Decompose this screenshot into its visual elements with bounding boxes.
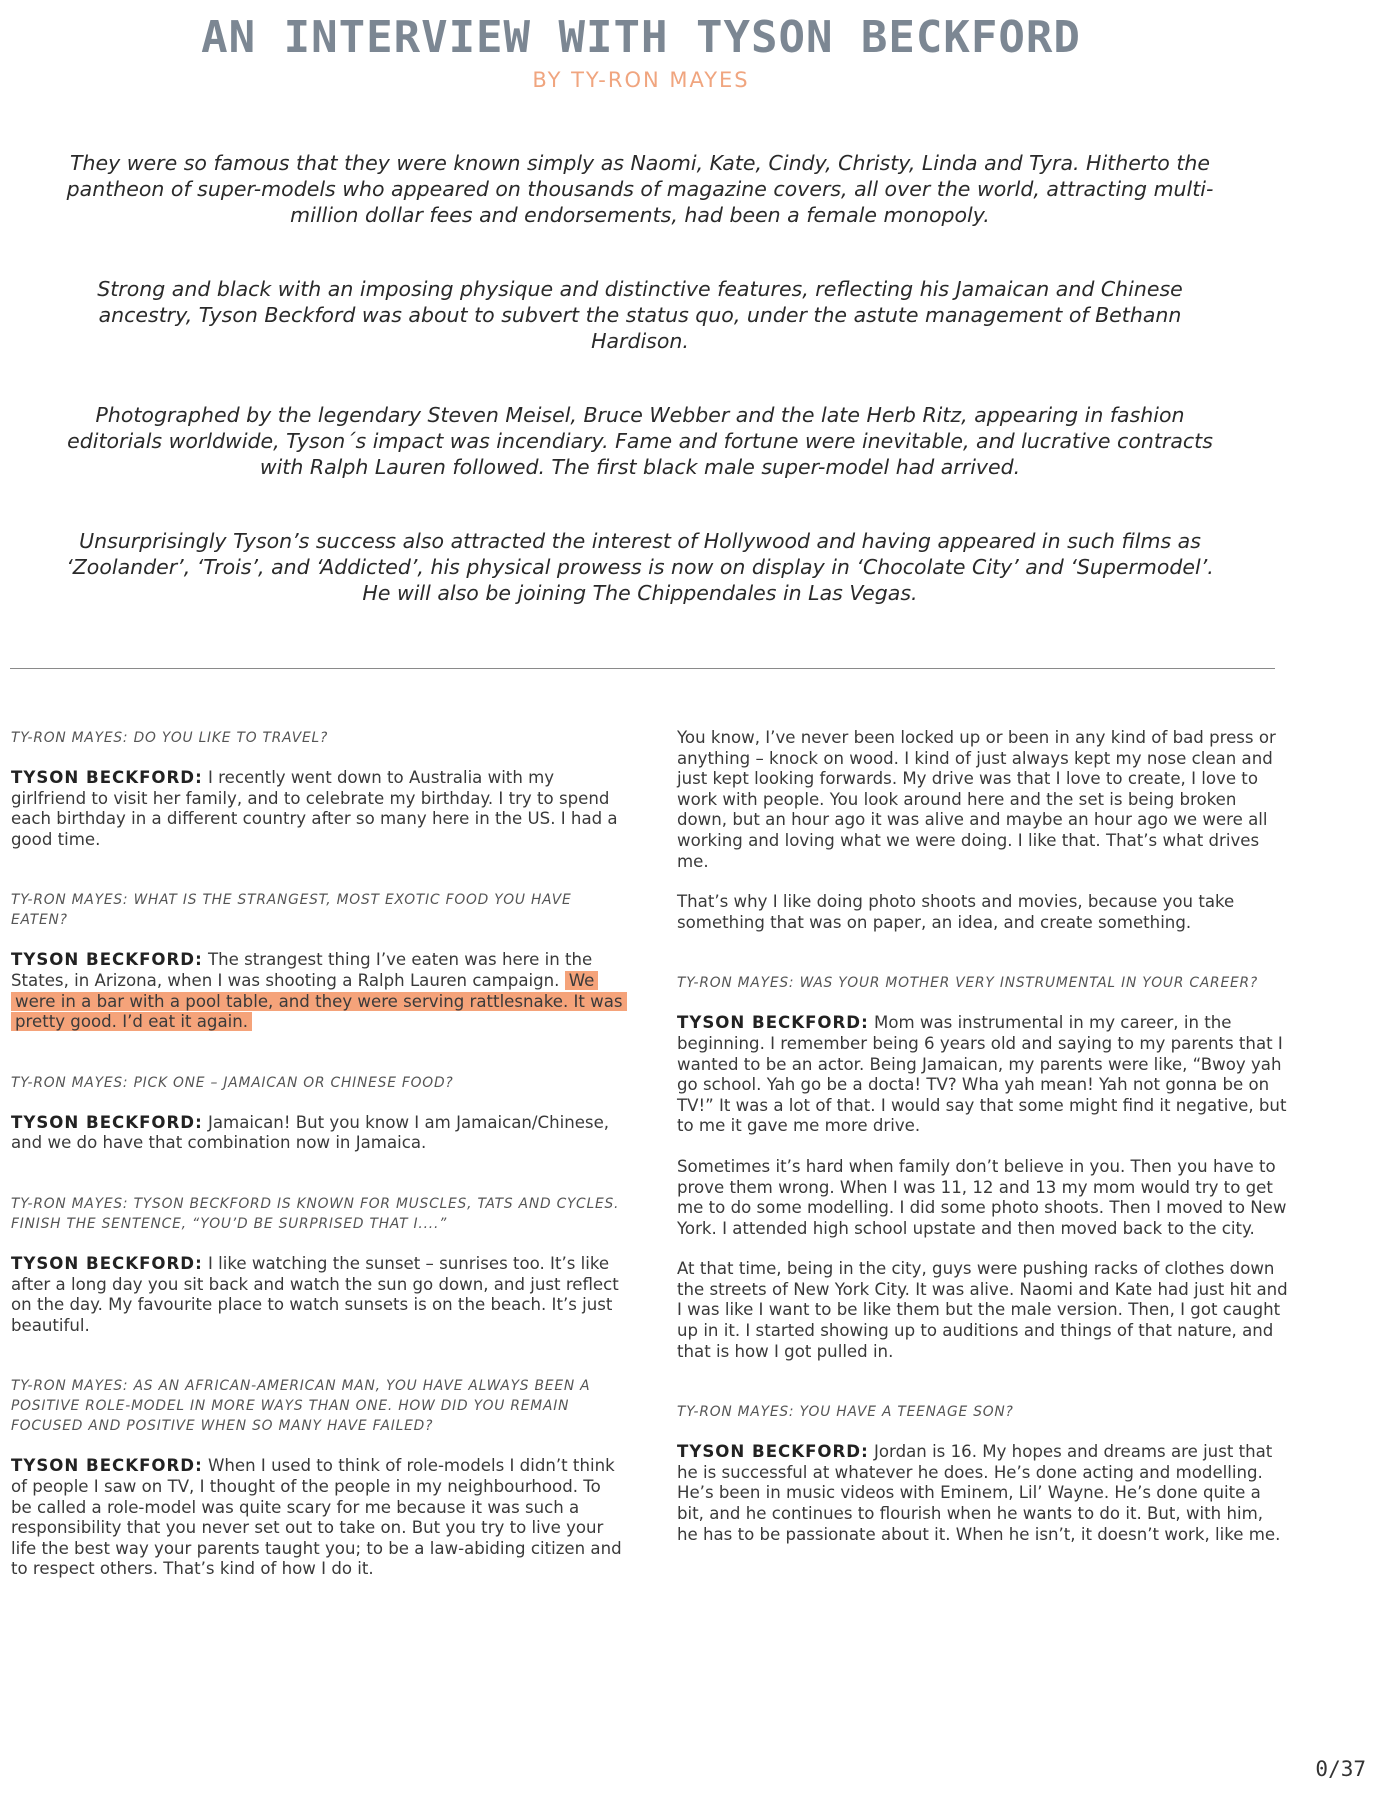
question-surprised: TY-RON MAYES: TYSON BECKFORD IS KNOWN FOR MUSCLES, TATS AND CYCLES. FINISH THE SENTENCE, “YOU’D BE SURPRISED THAT I....” <box>11 1195 620 1232</box>
section-divider <box>10 668 1275 669</box>
speaker-label: TYSON BECKFORD: <box>11 1456 203 1476</box>
answer-text: Mom was instrumental in my career, in the beginning. I remember being 6 years old and saying to my parents that I wanted to be an actor. Being Jamaican, my parents were like, “Bwoy yah go school. Yah go be a docta! TV? Wha yah mean! Yah not gonna be on TV!” It was a lot of that. I would say that some might find it negative, but to me it gave me more drive. <box>677 1013 1287 1136</box>
continued-paragraph-1: You know, I’ve never been locked up or been in any kind of bad press or anything – knock on wood. I kind of just always kept my nose clean and just kept looking forwards. My drive was that I love to create, I love to work with people. You look around here and the set is being broken down, but an hour ago it was alive and maybe an hour ago we were all working and loving what we were doing. I like that. That’s what drives me. <box>677 728 1276 871</box>
answer-text: I recently went down to Australia with my girlfriend to visit her family, and to celebrate my birthday. I try to spend each birthday in a different country after so many here in the US. I had a good time. <box>11 768 618 849</box>
speaker-label: TYSON BECKFORD: <box>11 1253 203 1273</box>
question-exotic-food: TY-RON MAYES: WHAT IS THE STRANGEST, MOST EXOTIC FOOD YOU HAVE EATEN? <box>11 892 572 929</box>
answer-exotic-food <box>11 950 623 1032</box>
continued-paragraph-4: At that time, being in the city, guys were pushing racks of clothes down the streets of New York City. It was alive. Naomi and Kate had just hit and I was like I want to be like them but the male version. Then, I got caught up in it. I started showing up to auditions and things of that nature, and that is how I got pulled in. <box>677 1259 1288 1361</box>
question-teenage-son: TY-RON MAYES: YOU HAVE A TEENAGE SON? <box>677 1404 1014 1421</box>
intro-paragraph-4: Unsurprisingly Tyson’s success also attracted the interest of Hollywood and having appeared in such films as ‘Zoolander’, ‘Trois’, and ‘Addicted’, his physical prowess is now on display in ‘Chocolate City’ and ‘Supermodel’. He will also be joining The Chippendales in Las Vegas. <box>66 529 1214 605</box>
speaker-label: TYSON BECKFORD: <box>677 1013 869 1033</box>
answer-mother <box>677 1013 1289 1137</box>
continued-paragraph-3: Sometimes it’s hard when family don’t believe in you. Then you have to prove them wrong. When I was 11, 12 and 13 my mom would try to get me to do some modelling. I did some photo shoots. Then I moved to New York. I attended high school upstate and then moved back to the city. <box>677 1156 1287 1238</box>
question-travel: TY-RON MAYES: DO YOU LIKE TO TRAVEL? <box>11 730 329 746</box>
answer-teenage-son <box>677 1442 1289 1545</box>
interview-column-right <box>677 728 1289 1585</box>
page-number: 0/37 <box>1315 1757 1366 1781</box>
answer-text: Jordan is 16. My hopes and dreams are just that he is successful at whatever he does. He’s done acting and modelling. He’s been in music videos with Eminem, Lil’ Wayne. He’s done quite a bit, and he continues to flourish when he wants to do it. But, with him, he has to be passionate about it. When he isn’t, it doesn’t work, like me. <box>677 1442 1281 1544</box>
question-mother: TY-RON MAYES: WAS YOUR MOTHER VERY INSTRUMENTAL IN YOUR CAREER? <box>677 975 1258 992</box>
answer-text: When I used to think of role-models I didn’t think of people I saw on TV, I thought of the people in my neighbourhood. To be called a role-model was quite scary for me because it was such a responsibility that you never set out to take on. But you try to live your life the best way your parents taught you; to be a law-abiding citizen and to respect others. That’s kind of how I do it. <box>11 1456 622 1579</box>
article-title: AN INTERVIEW WITH TYSON BECKFORD <box>201 12 1081 63</box>
answer-travel <box>11 768 623 850</box>
intro-paragraph-2: Strong and black with an imposing physique and distinctive features, reflecting his Jamaican and Chinese ancestry, Tyson Beckford was about to subvert the status quo, under the astute management of Bethann Hardison. <box>97 277 1183 353</box>
article-byline: BY TY-RON MAYES <box>532 68 750 92</box>
speaker-label: TYSON BECKFORD: <box>11 1112 203 1132</box>
answer-role-model <box>11 1456 623 1580</box>
interview-column-left <box>11 728 623 1620</box>
speaker-label: TYSON BECKFORD: <box>677 1442 869 1462</box>
question-jamaican-or-chinese: TY-RON MAYES: PICK ONE – JAMAICAN OR CHINESE FOOD? <box>11 1074 454 1091</box>
answer-text: Jamaican! But you know I am Jamaican/Chinese, and we do have that combination now in Jamaica. <box>11 1112 610 1153</box>
speaker-label: TYSON BECKFORD: <box>11 768 203 787</box>
answer-text: The strangest thing I’ve eaten was here in the States, in Arizona, when I was shooting a Ralph Lauren campaign. <box>11 950 593 990</box>
continued-paragraph-2: That’s why I like doing photo shoots and movies, because you take something that was on paper, an idea, and create something. <box>677 892 1235 932</box>
intro-paragraph-1: They were so famous that they were known simply as Naomi, Kate, Cindy, Christy, Linda and Tyra. Hitherto the pantheon of super-models who appeared on thousands of magazine covers, all over the world, attracting multi-million dollar fees and endorsements, had been a female monopoly. <box>66 151 1214 227</box>
intro-paragraph-3: Photographed by the legendary Steven Meisel, Bruce Webber and the late Herb Ritz, appearing in fashion editorials worldwide, Tyson´s impact was incendiary. Fame and fortune were inevitable, and lucrative contracts with Ralph Lauren followed. The first black male super-model had arrived. <box>67 403 1213 479</box>
answer-text: I like watching the sunset – sunrises too. It’s like after a long day you sit back and watch the sun go down, and just reflect on the day. My favourite place to watch sunsets is on the beach. It’s just beautiful. <box>11 1253 619 1335</box>
answer-jamaican-or-chinese <box>11 1113 623 1154</box>
speaker-label: TYSON BECKFORD: <box>11 950 203 970</box>
highlighted-text: We were in a bar with a pool table, and they were serving rattlesnake. It was pretty good. I’d eat it again. <box>11 971 627 1031</box>
answer-surprised <box>11 1254 623 1336</box>
question-role-model: TY-RON MAYES: AS AN AFRICAN-AMERICAN MAN, YOU HAVE ALWAYS BEEN A POSITIVE ROLE-MODEL IN MORE WAYS THAN ONE. HOW DID YOU REMAIN FOCUSED AND POSITIVE WHEN SO MANY HAVE FAILED? <box>11 1378 591 1435</box>
